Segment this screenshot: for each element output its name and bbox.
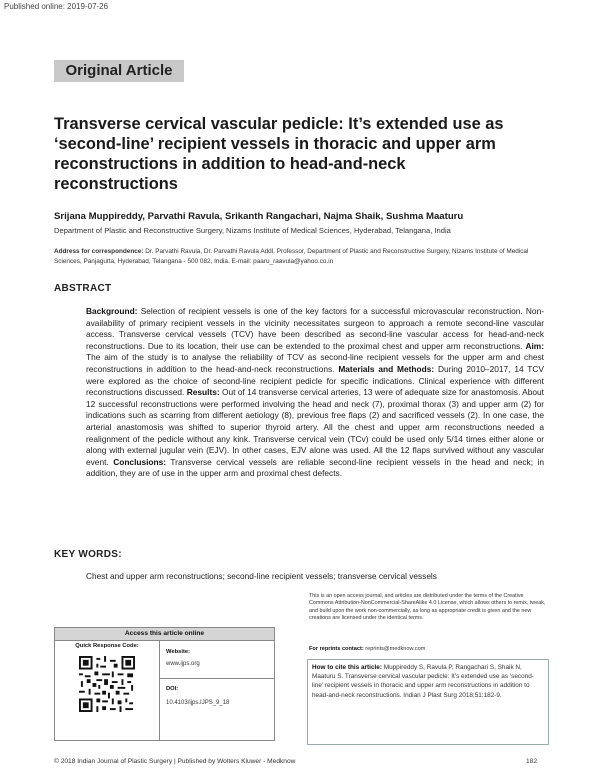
doi-label: DOI:: [166, 686, 179, 692]
author-list: Srijana Muppireddy, Parvathi Ravula, Srikanth Rangachari, Najma Shaik, Sushma Maaturu: [54, 211, 464, 222]
website-label: Website:: [166, 649, 191, 655]
qr-code-icon: [79, 656, 135, 712]
correspondence-label: Address for correspondence:: [54, 248, 144, 255]
article-title: Transverse cervical vascular pedicle: It’s extended use as ‘second-line’ recipient vessels in thoracic and upper arm reconstructions in addition to head-and-neck reconstructions: [54, 115, 504, 193]
footer-copyright: © 2018 Indian Journal of Plastic Surgery | Published by Wolters Kluwer - Medknow: [54, 758, 296, 765]
doi-link[interactable]: 10.4103/ijps.IJPS_9_18: [166, 700, 230, 706]
background-text: Selection of recipient vessels is one of the key factors for a successful microvascular reconstruction. Non-availability of primary recipient vessels in the vicinity necessitates surgeon to approach a remote second-line vascular access. Transverse cervical vessels (TCV) have been described as second-line vascular access for head-and-neck reconstructions. Due to its location, their use can be extended to the proximal chest and upper arm reconstructions.: [86, 306, 544, 351]
page-number: 182: [526, 758, 538, 765]
keywords-heading: KEY WORDS:: [54, 549, 122, 560]
affiliation: Department of Plastic and Reconstructive Surgery, Nizams Institute of Medical Sciences, Hyderabad, Telangana, India: [54, 226, 451, 235]
keywords-text: Chest and upper arm reconstructions; second-line recipient vessels; transverse cervical vessels: [86, 571, 437, 581]
background-label: Background:: [86, 306, 138, 316]
access-box-heading: Access this article online: [55, 628, 274, 641]
correspondence-text: Dr. Parvathi Ravula, Dr. Parvathi Ravula Addl. Professor, Department of Plastic and Reconstructive Surgery, Nizams Institute of Medical Sciences, Panjagutta, Hyderabad, Telangana - 500 082, India. E-mail: paaru_raavula@yahoo.co.in: [54, 248, 529, 265]
article-info-cell: [160, 640, 274, 740]
published-date: Published online: 2019-07-26: [4, 2, 109, 11]
conclusions-text: Transverse cervical vessels are reliable second-line recipient vessels in the head and neck; in addition, they are of use in the upper arm and proximal chest defects.: [86, 456, 544, 479]
aim-text: The aim of the study is to analyse the reliability of TCV as second-line recipient vessels for the upper arm and chest reconstructions in addition to the head-and-neck reconstructions.: [86, 352, 544, 374]
reprints-email[interactable]: reprints@medknow.com: [365, 646, 426, 652]
reprints-contact: [309, 646, 425, 652]
info-divider: [160, 678, 274, 679]
abstract-body: [86, 306, 544, 480]
abstract-heading: ABSTRACT: [54, 283, 112, 294]
qr-cell: [55, 640, 160, 740]
section-label: Original Article: [54, 60, 184, 82]
citation-text: Muppireddy S, Ravula P, Rangachari S, Shaik N, Maaturu S. Transverse cervical vascular pedicle: It’s extended use as ‘second-line’ recipient vessels in thoracic and upper arm reconstructions in addition to head-and-neck reconstructions. Indian J Plast Surg 2018;51:182-9.: [312, 664, 534, 699]
correspondence: [54, 247, 554, 266]
website-link[interactable]: www.ijps.org: [166, 661, 200, 667]
access-article-box: [54, 627, 275, 741]
methods-label: Materials and Methods:: [338, 363, 435, 374]
aim-label: Aim:: [525, 340, 544, 351]
qr-label: Quick Response Code:: [75, 643, 139, 649]
reprints-label: For reprints contact:: [309, 646, 364, 652]
results-label: Results:: [186, 387, 220, 398]
open-access-notice: This is an open access journal, and articles are distributed under the terms of the Creative Commons Attribution-NonCommercial-ShareAlike 4.0 License, which allows others to remix, tweak, and build upon the work non-commercially, as long as appropriate credit is given and the new creations are licensed under the identical terms.: [309, 593, 546, 622]
results-text: Out of 14 transverse cervical arteries, 13 were of adequate size for anastomosis. About 12 successful reconstructions were performed involving the head and neck (7), proximal thorax (3) and upper arm (2) for indications such as scarring from different aetiology (8), previous free flaps (2) and sacrificed vessels (2). In one case, the arterial anastomosis was shifted to superior thyroid artery. All the chest and upper arm reconstructions needed a realignment of the pedicle without any kink. Transverse cervical vein (TCv) could be used only 5/14 times either alone or along with external jugular vein (EJV). In other cases, EJV alone was used. All the 12 flaps survived without any vascular event.: [86, 387, 544, 467]
citation-box: [307, 659, 549, 745]
citation-label: How to cite this article:: [312, 664, 382, 671]
conclusions-label: Conclusions:: [113, 456, 167, 467]
methods-text: During 2010–2017, 14 TCV were explored as the choice of second-line recipient pedicle for specific indications. Clinical experience with different reconstructions discussed.: [86, 363, 544, 398]
